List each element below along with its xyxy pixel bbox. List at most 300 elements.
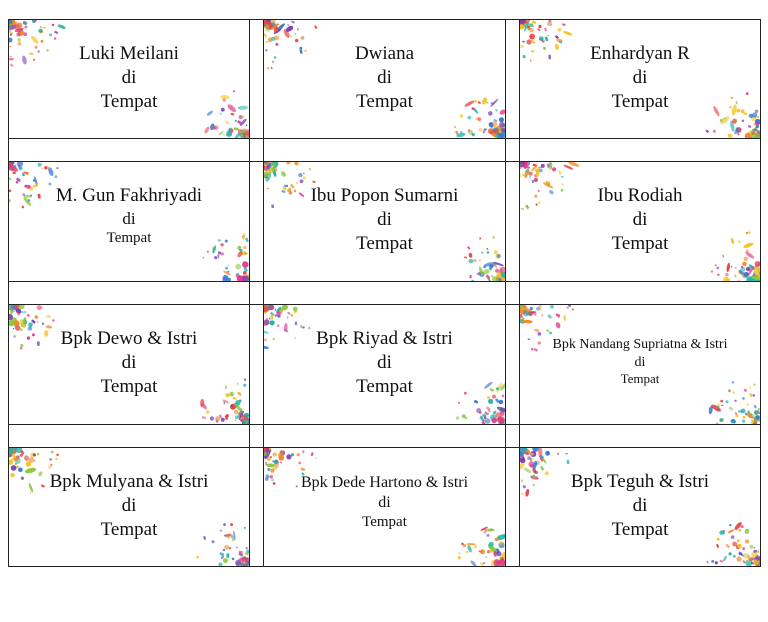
- confetti-piece: [223, 134, 225, 136]
- confetti-piece: [467, 116, 471, 120]
- confetti-piece: [239, 400, 241, 402]
- guest-name: Bpk Dewo & Istri: [60, 328, 198, 349]
- confetti-piece: [486, 413, 488, 415]
- confetti-piece: [562, 23, 566, 26]
- confetti-piece: [473, 399, 478, 404]
- confetti-piece: [47, 315, 51, 318]
- guest-line-tempat: Tempat: [356, 90, 413, 112]
- confetti-piece: [312, 181, 316, 184]
- confetti-piece: [706, 561, 709, 564]
- confetti-piece: [52, 24, 54, 26]
- confetti-piece: [495, 269, 499, 273]
- confetti-piece: [463, 544, 466, 547]
- confetti-piece: [456, 416, 459, 419]
- confetti-piece: [34, 460, 36, 462]
- confetti-piece: [749, 393, 753, 397]
- confetti-piece: [742, 262, 747, 267]
- confetti-piece: [468, 259, 473, 264]
- confetti-piece: [742, 120, 745, 123]
- guest-line-di: di: [632, 66, 648, 88]
- guest-line-tempat: Tempat: [611, 518, 669, 540]
- confetti-piece: [274, 308, 276, 311]
- rule: [505, 19, 506, 567]
- confetti-piece: [743, 553, 749, 559]
- guest-name: Bpk Teguh & Istri: [570, 471, 710, 492]
- rule: [249, 19, 250, 567]
- confetti-piece: [477, 117, 481, 121]
- confetti-piece: [242, 261, 248, 267]
- confetti-piece: [716, 267, 719, 270]
- confetti-piece: [38, 163, 42, 167]
- confetti-piece: [735, 414, 738, 417]
- label-text: [520, 336, 760, 387]
- guest-line-di: di: [632, 494, 648, 516]
- confetti-piece: [733, 555, 736, 558]
- confetti-piece: [753, 547, 755, 549]
- confetti-piece: [218, 130, 224, 136]
- confetti-piece: [746, 404, 749, 406]
- confetti-piece: [753, 550, 757, 553]
- guest-label: [9, 448, 249, 566]
- confetti-piece: [471, 280, 476, 281]
- confetti-piece: [230, 405, 233, 408]
- label-text: [520, 184, 760, 255]
- guest-line-tempat: Tempat: [611, 232, 669, 254]
- confetti-piece: [487, 550, 490, 553]
- confetti-piece: [717, 274, 719, 276]
- guest-label: [520, 448, 760, 566]
- confetti-piece: [572, 308, 574, 310]
- confetti-piece: [737, 544, 742, 549]
- confetti-piece: [15, 463, 17, 465]
- confetti-piece: [206, 410, 210, 414]
- confetti-piece: [222, 399, 229, 404]
- confetti-piece: [287, 312, 290, 315]
- confetti-piece: [54, 31, 58, 34]
- confetti-piece: [24, 26, 27, 29]
- confetti-piece: [277, 315, 280, 318]
- guest-line-tempat: Tempat: [356, 375, 413, 397]
- confetti-piece: [545, 451, 550, 456]
- confetti-piece: [37, 453, 40, 456]
- confetti-piece: [565, 453, 567, 455]
- confetti-piece: [527, 456, 531, 460]
- confetti-piece: [280, 170, 287, 177]
- confetti-piece: [520, 457, 526, 463]
- label-text: [264, 473, 505, 532]
- confetti-piece: [743, 416, 746, 419]
- confetti-piece: [489, 542, 494, 547]
- confetti-piece: [468, 130, 473, 135]
- guest-name: Enhardyan R: [590, 43, 690, 64]
- confetti-piece: [267, 457, 271, 461]
- guest-label: [264, 162, 505, 281]
- confetti-piece: [286, 454, 291, 459]
- confetti-piece: [561, 176, 564, 178]
- confetti-piece: [534, 178, 538, 182]
- label-text: [264, 42, 505, 113]
- confetti-piece: [557, 315, 560, 318]
- confetti-piece: [541, 164, 545, 168]
- confetti-piece: [19, 166, 23, 170]
- confetti-piece: [520, 174, 521, 177]
- confetti-piece: [458, 556, 461, 559]
- confetti-piece: [535, 169, 538, 172]
- guest-line-tempat: Tempat: [100, 375, 158, 397]
- confetti-piece: [711, 560, 714, 563]
- confetti-piece: [555, 322, 562, 329]
- confetti-piece: [567, 460, 570, 464]
- guest-label: [9, 20, 249, 138]
- confetti-piece: [458, 402, 460, 404]
- confetti-piece: [748, 126, 749, 128]
- confetti-piece: [725, 544, 730, 549]
- confetti-piece: [742, 547, 745, 550]
- confetti-piece: [742, 397, 745, 400]
- confetti-piece: [246, 124, 247, 126]
- confetti-piece: [522, 174, 524, 177]
- confetti-piece: [497, 551, 502, 556]
- guest-line-tempat: Tempat: [106, 230, 152, 246]
- confetti-piece: [717, 406, 720, 409]
- confetti-piece: [750, 545, 754, 549]
- confetti-piece: [711, 271, 713, 273]
- confetti-piece: [491, 418, 497, 424]
- confetti-piece: [497, 416, 504, 423]
- confetti-piece: [56, 454, 59, 457]
- confetti-piece: [557, 28, 561, 32]
- guest-line-di: di: [121, 66, 137, 88]
- confetti-piece: [483, 562, 485, 564]
- confetti-piece: [267, 468, 270, 471]
- confetti-piece: [273, 452, 277, 456]
- guest-line-tempat: Tempat: [611, 90, 669, 112]
- guest-label: [264, 20, 505, 138]
- confetti-piece: [549, 162, 553, 170]
- confetti-piece: [552, 167, 556, 171]
- guest-line-tempat: Tempat: [620, 371, 660, 386]
- confetti-piece: [534, 328, 540, 332]
- confetti-piece: [16, 32, 20, 36]
- guest-label: [520, 305, 760, 424]
- confetti-piece: [547, 21, 552, 26]
- guest-line-tempat: Tempat: [362, 514, 407, 530]
- confetti-piece: [729, 406, 734, 411]
- confetti-piece: [734, 274, 737, 277]
- confetti-piece: [482, 414, 485, 417]
- confetti-piece: [742, 560, 745, 564]
- guest-label: [9, 162, 249, 281]
- confetti-piece: [462, 414, 466, 418]
- confetti-piece: [224, 545, 229, 550]
- confetti-piece: [294, 162, 298, 166]
- confetti-piece: [236, 547, 238, 548]
- confetti-piece: [48, 465, 51, 468]
- confetti-piece: [499, 557, 502, 560]
- guest-line-di: di: [121, 351, 137, 373]
- confetti-piece: [705, 129, 709, 133]
- confetti-piece: [235, 120, 237, 122]
- confetti-piece: [568, 305, 571, 307]
- guest-name: M. Gun Fakhriyadi: [55, 185, 203, 206]
- confetti-piece: [734, 400, 736, 402]
- confetti-piece: [266, 318, 269, 321]
- label-text: [9, 42, 249, 113]
- label-text: [9, 327, 249, 398]
- confetti-piece: [203, 126, 210, 135]
- confetti-piece: [293, 307, 298, 312]
- guest-name: Ibu Rodiah: [597, 185, 683, 206]
- confetti-piece: [732, 542, 737, 547]
- guest-line-di: di: [632, 208, 648, 230]
- confetti-piece: [311, 454, 314, 457]
- confetti-piece: [529, 23, 533, 27]
- confetti-piece: [486, 406, 490, 410]
- confetti-piece: [487, 534, 490, 537]
- confetti-piece: [234, 128, 238, 131]
- confetti-piece: [470, 560, 478, 566]
- confetti-piece: [733, 391, 735, 394]
- confetti-piece: [499, 541, 503, 545]
- confetti-piece: [532, 25, 534, 27]
- confetti-piece: [555, 35, 559, 39]
- confetti-piece: [18, 38, 21, 41]
- guest-line-di: di: [377, 351, 392, 373]
- confetti-piece: [460, 114, 463, 117]
- confetti-piece: [755, 415, 759, 419]
- confetti-piece: [529, 176, 530, 178]
- guest-label: [264, 305, 505, 424]
- confetti-piece: [729, 552, 732, 555]
- confetti-piece: [221, 252, 224, 255]
- confetti-piece: [270, 464, 273, 467]
- confetti-piece: [51, 451, 54, 454]
- confetti-piece: [563, 30, 573, 36]
- confetti-piece: [40, 26, 43, 29]
- confetti-piece: [234, 410, 238, 414]
- confetti-piece: [713, 130, 716, 133]
- confetti-piece: [529, 34, 535, 40]
- confetti-piece: [730, 419, 736, 424]
- confetti-piece: [41, 167, 43, 169]
- guest-name: Bpk Riyad & Istri: [316, 328, 453, 349]
- confetti-piece: [716, 544, 719, 548]
- confetti-piece: [479, 411, 482, 414]
- confetti-piece: [24, 311, 26, 313]
- confetti-piece: [758, 408, 760, 410]
- confetti-piece: [547, 314, 552, 319]
- guest-line-tempat: Tempat: [100, 518, 158, 540]
- confetti-piece: [297, 453, 300, 456]
- confetti-piece: [479, 260, 481, 261]
- confetti-piece: [301, 36, 305, 40]
- confetti-piece: [226, 121, 229, 124]
- confetti-piece: [473, 259, 476, 262]
- confetti-piece: [520, 164, 522, 165]
- confetti-piece: [202, 257, 204, 259]
- confetti-piece: [49, 33, 52, 36]
- confetti-piece: [42, 323, 44, 325]
- confetti-piece: [232, 558, 235, 561]
- confetti-piece: [57, 24, 66, 30]
- confetti-piece: [546, 329, 549, 332]
- label-text: [264, 184, 505, 255]
- confetti-piece: [223, 275, 229, 281]
- confetti-piece: [300, 179, 304, 183]
- confetti-piece: [269, 317, 271, 319]
- guest-label: [520, 20, 760, 138]
- confetti-piece: [467, 543, 476, 546]
- confetti-piece: [235, 419, 237, 421]
- guest-line-di: di: [121, 494, 137, 516]
- confetti-piece: [270, 320, 275, 325]
- label-text: [520, 42, 760, 113]
- confetti-piece: [734, 267, 736, 269]
- confetti-piece: [751, 131, 754, 134]
- confetti-piece: [738, 410, 742, 412]
- confetti-piece: [9, 177, 12, 180]
- confetti-piece: [566, 306, 569, 309]
- confetti-piece: [43, 27, 45, 29]
- confetti-piece: [742, 420, 745, 423]
- label-text: [264, 327, 505, 398]
- confetti-piece: [229, 547, 231, 549]
- confetti-piece: [716, 422, 720, 424]
- confetti-piece: [246, 547, 248, 549]
- confetti-piece: [550, 305, 554, 309]
- confetti-piece: [314, 25, 318, 29]
- guest-label: [9, 305, 249, 424]
- confetti-piece: [728, 134, 733, 138]
- confetti-piece: [213, 126, 217, 130]
- confetti-piece: [223, 549, 225, 551]
- guest-name: Bpk Dede Hartono & Istri: [300, 474, 469, 491]
- confetti-piece: [22, 311, 24, 313]
- confetti-piece: [538, 25, 541, 28]
- confetti-piece: [35, 315, 39, 319]
- guest-name: Dwiana: [354, 43, 415, 64]
- confetti-piece: [291, 453, 294, 456]
- confetti-piece: [474, 545, 477, 548]
- confetti-piece: [721, 405, 723, 407]
- confetti-piece: [52, 319, 54, 321]
- confetti-piece: [223, 558, 228, 563]
- confetti-piece: [728, 389, 731, 392]
- confetti-piece: [278, 454, 280, 457]
- confetti-piece: [744, 257, 748, 261]
- confetti-piece: [287, 24, 289, 26]
- confetti-piece: [757, 116, 759, 118]
- confetti-piece: [207, 251, 209, 253]
- confetti-piece: [280, 462, 283, 464]
- confetti-piece: [54, 37, 57, 40]
- confetti-piece: [752, 394, 755, 397]
- guest-name: Ibu Popon Sumarni: [310, 185, 459, 206]
- confetti-piece: [744, 389, 747, 392]
- guest-line-tempat: Tempat: [356, 232, 413, 254]
- confetti-piece: [303, 172, 305, 174]
- confetti-piece: [300, 467, 305, 471]
- confetti-piece: [221, 418, 225, 422]
- guest-line-di: di: [378, 494, 391, 511]
- confetti-piece: [754, 405, 757, 409]
- confetti-piece: [196, 556, 199, 559]
- confetti-piece: [10, 34, 12, 36]
- confetti-piece: [499, 117, 504, 122]
- confetti-piece: [55, 458, 57, 460]
- confetti-piece: [530, 307, 533, 310]
- confetti-piece: [246, 252, 248, 254]
- confetti-piece: [217, 254, 219, 258]
- confetti-piece: [242, 115, 245, 118]
- confetti-piece: [240, 130, 242, 131]
- confetti-piece: [483, 269, 489, 275]
- confetti-piece: [754, 267, 760, 273]
- confetti-piece: [537, 28, 540, 31]
- confetti-piece: [503, 542, 504, 544]
- confetti-piece: [14, 320, 20, 326]
- label-text: [9, 470, 249, 541]
- confetti-piece: [298, 462, 301, 465]
- rule: [8, 281, 760, 282]
- confetti-piece: [49, 458, 52, 461]
- confetti-piece: [297, 28, 299, 31]
- confetti-piece: [228, 265, 230, 266]
- confetti-piece: [549, 332, 552, 335]
- confetti-piece: [54, 175, 57, 178]
- confetti-piece: [488, 399, 493, 404]
- confetti-piece: [280, 452, 283, 455]
- confetti-piece: [14, 22, 18, 26]
- confetti-piece: [486, 275, 490, 280]
- confetti-piece: [731, 266, 732, 268]
- guest-line-di: di: [377, 208, 392, 230]
- confetti-piece: [219, 563, 223, 567]
- confetti-piece: [720, 418, 724, 422]
- confetti-piece: [315, 457, 317, 458]
- confetti-piece: [479, 128, 483, 132]
- confetti-piece: [235, 415, 239, 419]
- confetti-piece: [539, 169, 543, 173]
- guest-label: [520, 162, 760, 281]
- confetti-piece: [47, 166, 49, 168]
- confetti-piece: [218, 251, 221, 254]
- confetti-piece: [290, 314, 293, 317]
- label-text: [520, 470, 760, 541]
- confetti-piece: [290, 35, 293, 37]
- confetti-piece: [202, 416, 206, 419]
- confetti-piece: [287, 316, 289, 318]
- confetti-piece: [499, 400, 503, 404]
- confetti-piece: [26, 461, 31, 466]
- confetti-piece: [499, 122, 505, 128]
- guest-line-di: di: [122, 208, 136, 228]
- confetti-piece: [526, 309, 530, 313]
- confetti-piece: [529, 28, 533, 32]
- confetti-piece: [225, 267, 228, 270]
- confetti-piece: [485, 556, 487, 558]
- confetti-piece: [464, 256, 467, 258]
- confetti-piece: [725, 273, 729, 277]
- confetti-piece: [286, 162, 291, 165]
- confetti-piece: [736, 556, 741, 561]
- confetti-piece: [291, 20, 295, 24]
- confetti-piece: [13, 466, 16, 469]
- guest-name: Bpk Nandang Supriatna & Istri: [552, 337, 728, 352]
- confetti-piece: [757, 550, 759, 553]
- confetti-piece: [303, 176, 305, 179]
- confetti-piece: [726, 400, 729, 403]
